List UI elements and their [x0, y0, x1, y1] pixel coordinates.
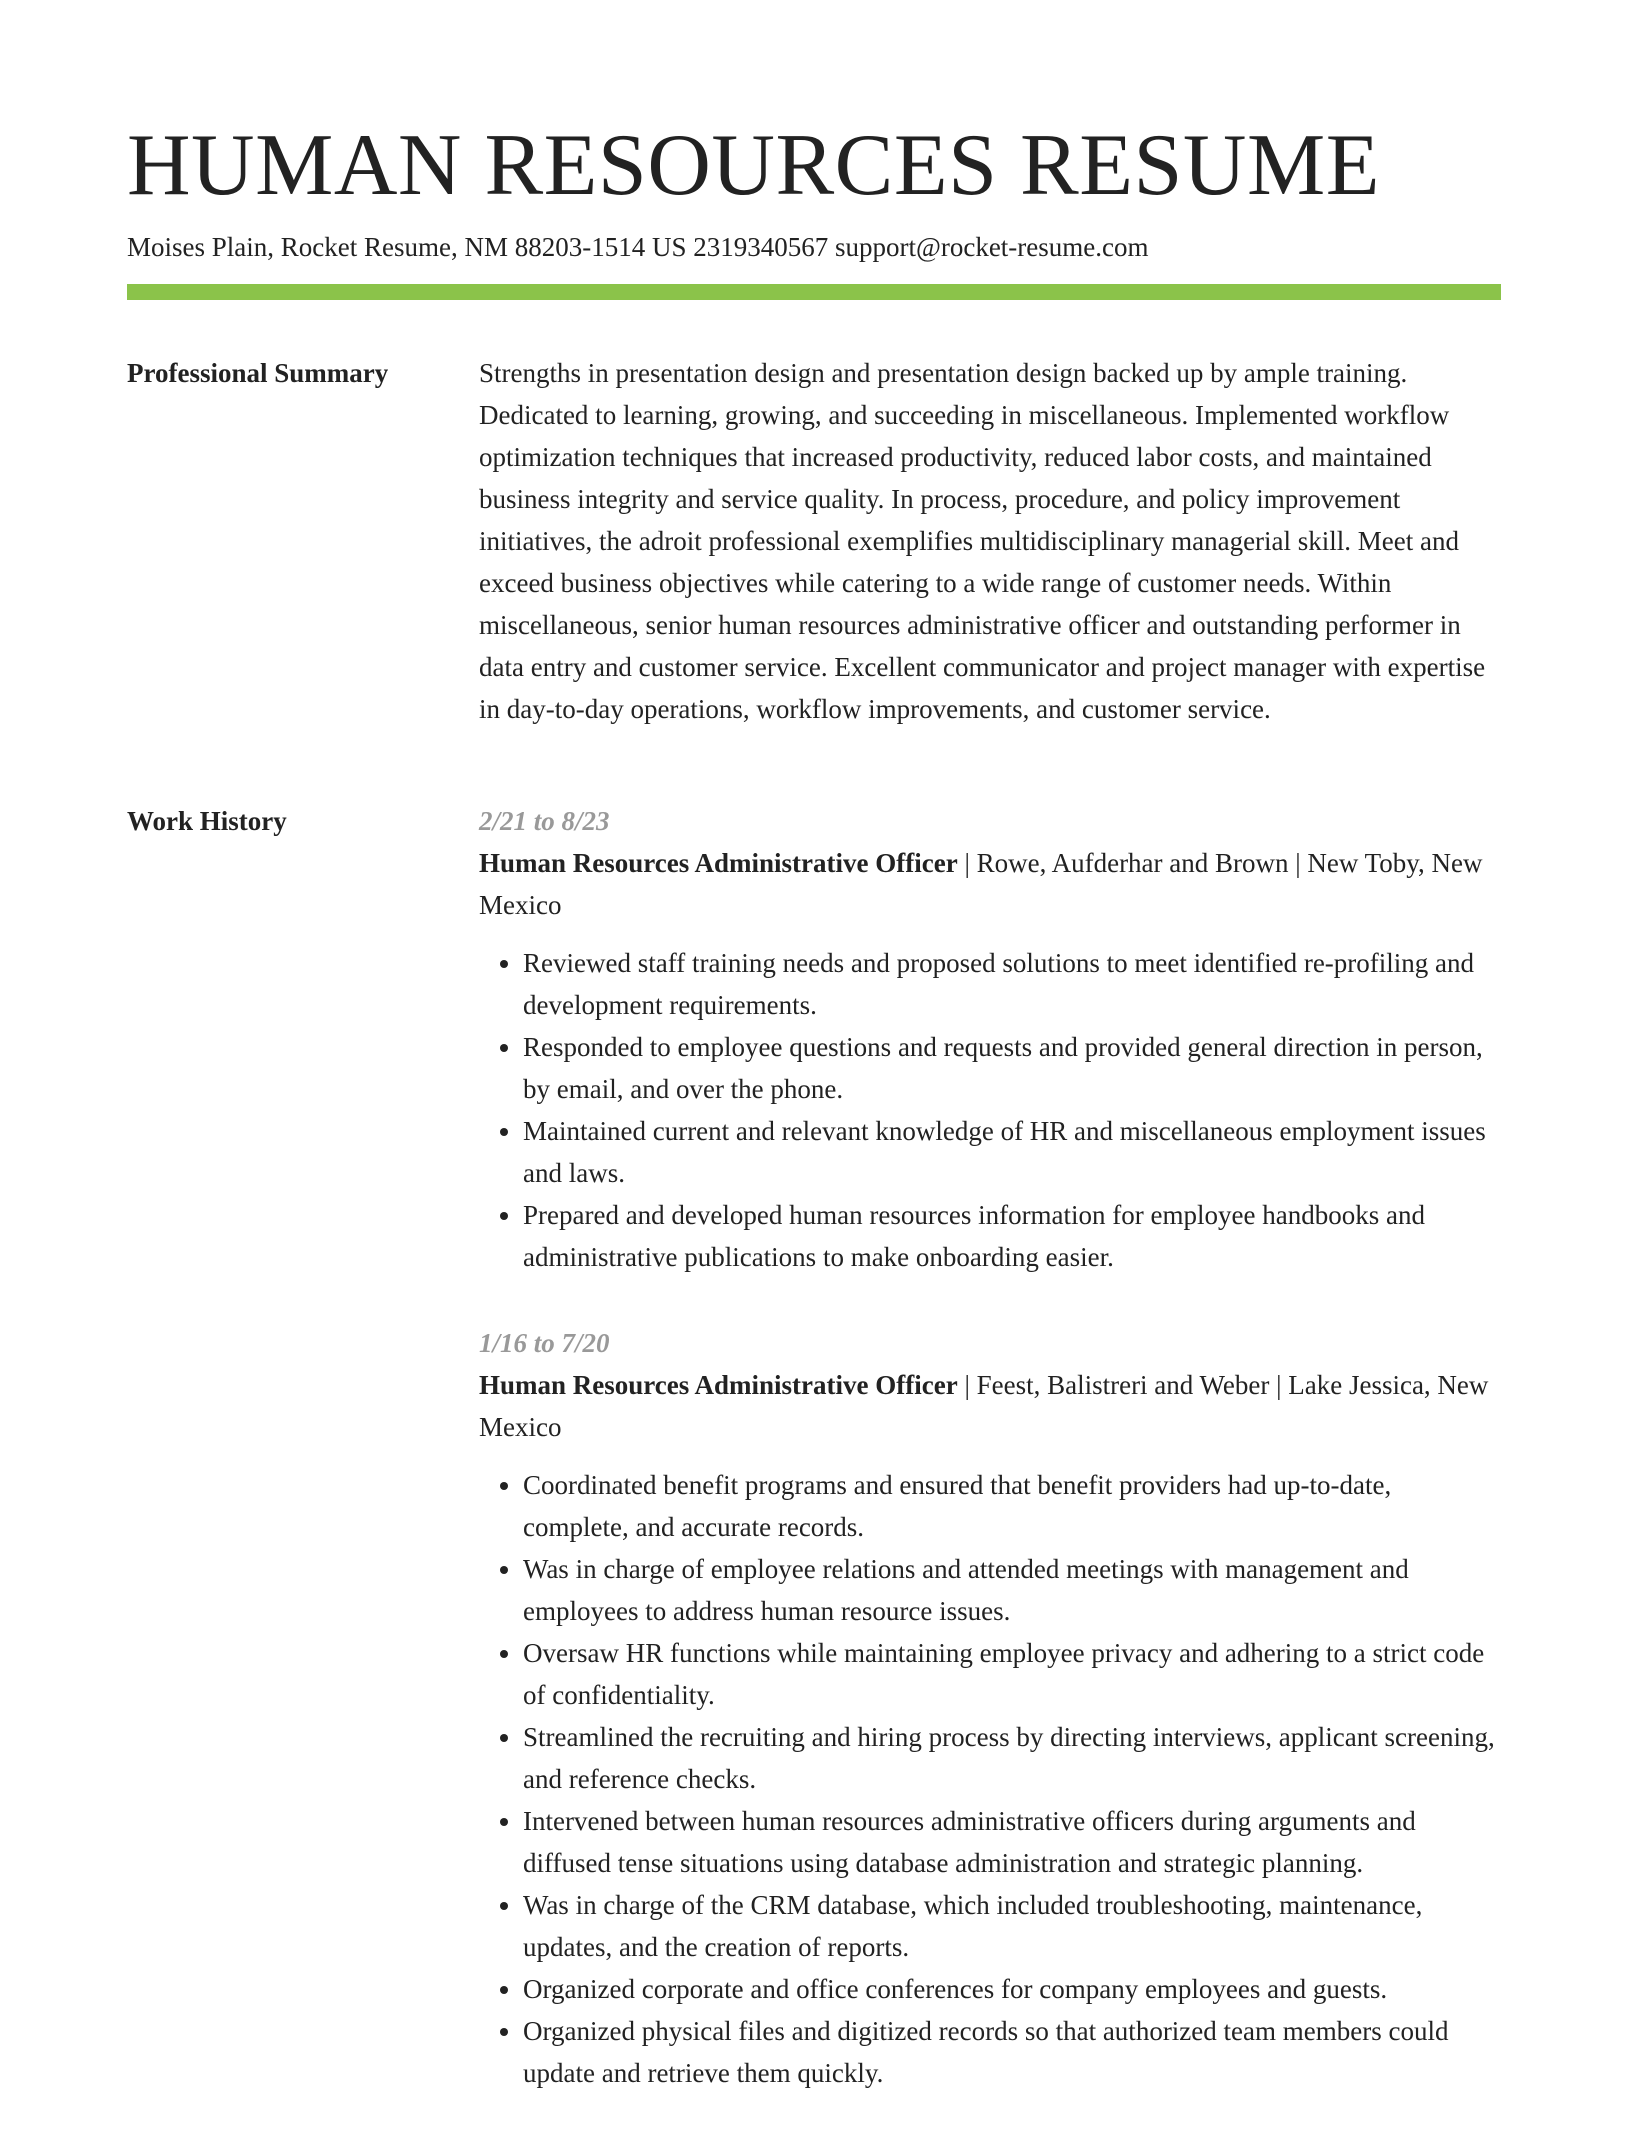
- job-bullet: • Organized corporate and office conferences for company employees and guests.: [523, 1968, 1501, 2010]
- job-entry: [479, 1322, 1501, 2094]
- job-bullet: • Prepared and developed human resources information for employee handbooks and administrative publications to make onboarding easier.: [523, 1194, 1501, 1278]
- job-bullet-list: [479, 942, 1501, 1278]
- work-history-body: [479, 800, 1501, 2138]
- job-bullet: • Intervened between human resources administrative officers during arguments and diffused tense situations using database administration and strategic planning.: [523, 1800, 1501, 1884]
- job-bullet: • Oversaw HR functions while maintaining employee privacy and adhering to a strict code of confidentiality.: [523, 1632, 1501, 1716]
- job-bullet: • Was in charge of employee relations and attended meetings with management and employees to address human resource issues.: [523, 1548, 1501, 1632]
- job-heading: [479, 1364, 1501, 1448]
- section-label-work-history: Work History: [127, 806, 287, 836]
- job-dates: 2/21 to 8/23: [479, 806, 610, 836]
- contact-line: Moises Plain, Rocket Resume, NM 88203-1514 US 2319340567 support@rocket-resume.com: [127, 232, 1149, 262]
- job-employer-location: | Rowe, Aufderhar and Brown | New Toby, New Mexico: [479, 848, 1483, 920]
- job-bullet: • Responded to employee questions and requests and provided general direction in person, by email, and over the phone.: [523, 1026, 1501, 1110]
- professional-summary-text: Strengths in presentation design and presentation design backed up by ample training. Dedicated to learning, growing, and succeeding in miscellaneous. Implemented workflow optimization techniques that increased productivity, reduced labor costs, and maintained business integrity and service quality. In process, procedure, and policy improvement initiatives, the adroit professional exemplifies multidisciplinary managerial skill. Meet and exceed business objectives while catering to a wide range of customer needs. Within miscellaneous, senior human resources administrative officer and outstanding performer in data entry and customer service. Excellent communicator and project manager with expertise in day-to-day operations, workflow improvements, and customer service.: [479, 358, 1486, 724]
- job-entry: [479, 800, 1501, 1278]
- section-label-professional-summary: Professional Summary: [127, 358, 389, 388]
- job-bullet: • Coordinated benefit programs and ensured that benefit providers had up-to-date, complete, and accurate records.: [523, 1464, 1501, 1548]
- job-bullet: • Was in charge of the CRM database, which included troubleshooting, maintenance, updates, and the creation of reports.: [523, 1884, 1501, 1968]
- accent-divider: [127, 284, 1501, 300]
- resume-title: HUMAN RESOURCES RESUME: [127, 117, 1380, 214]
- job-bullet: • Organized physical files and digitized records so that authorized team members could update and retrieve them quickly.: [523, 2010, 1501, 2094]
- job-dates: 1/16 to 7/20: [479, 1328, 610, 1358]
- job-bullet: • Reviewed staff training needs and proposed solutions to meet identified re-profiling and development requirements.: [523, 942, 1501, 1026]
- job-title: Human Resources Administrative Officer: [479, 848, 958, 878]
- job-title: Human Resources Administrative Officer: [479, 1370, 958, 1400]
- job-bullet: • Maintained current and relevant knowledge of HR and miscellaneous employment issues and laws.: [523, 1110, 1501, 1194]
- job-heading: [479, 842, 1501, 926]
- professional-summary-body: [479, 352, 1501, 730]
- job-bullet: • Streamlined the recruiting and hiring process by directing interviews, applicant screening, and reference checks.: [523, 1716, 1501, 1800]
- job-bullet-list: [479, 1464, 1501, 2094]
- job-employer-location: | Feest, Balistreri and Weber | Lake Jessica, New Mexico: [479, 1370, 1489, 1442]
